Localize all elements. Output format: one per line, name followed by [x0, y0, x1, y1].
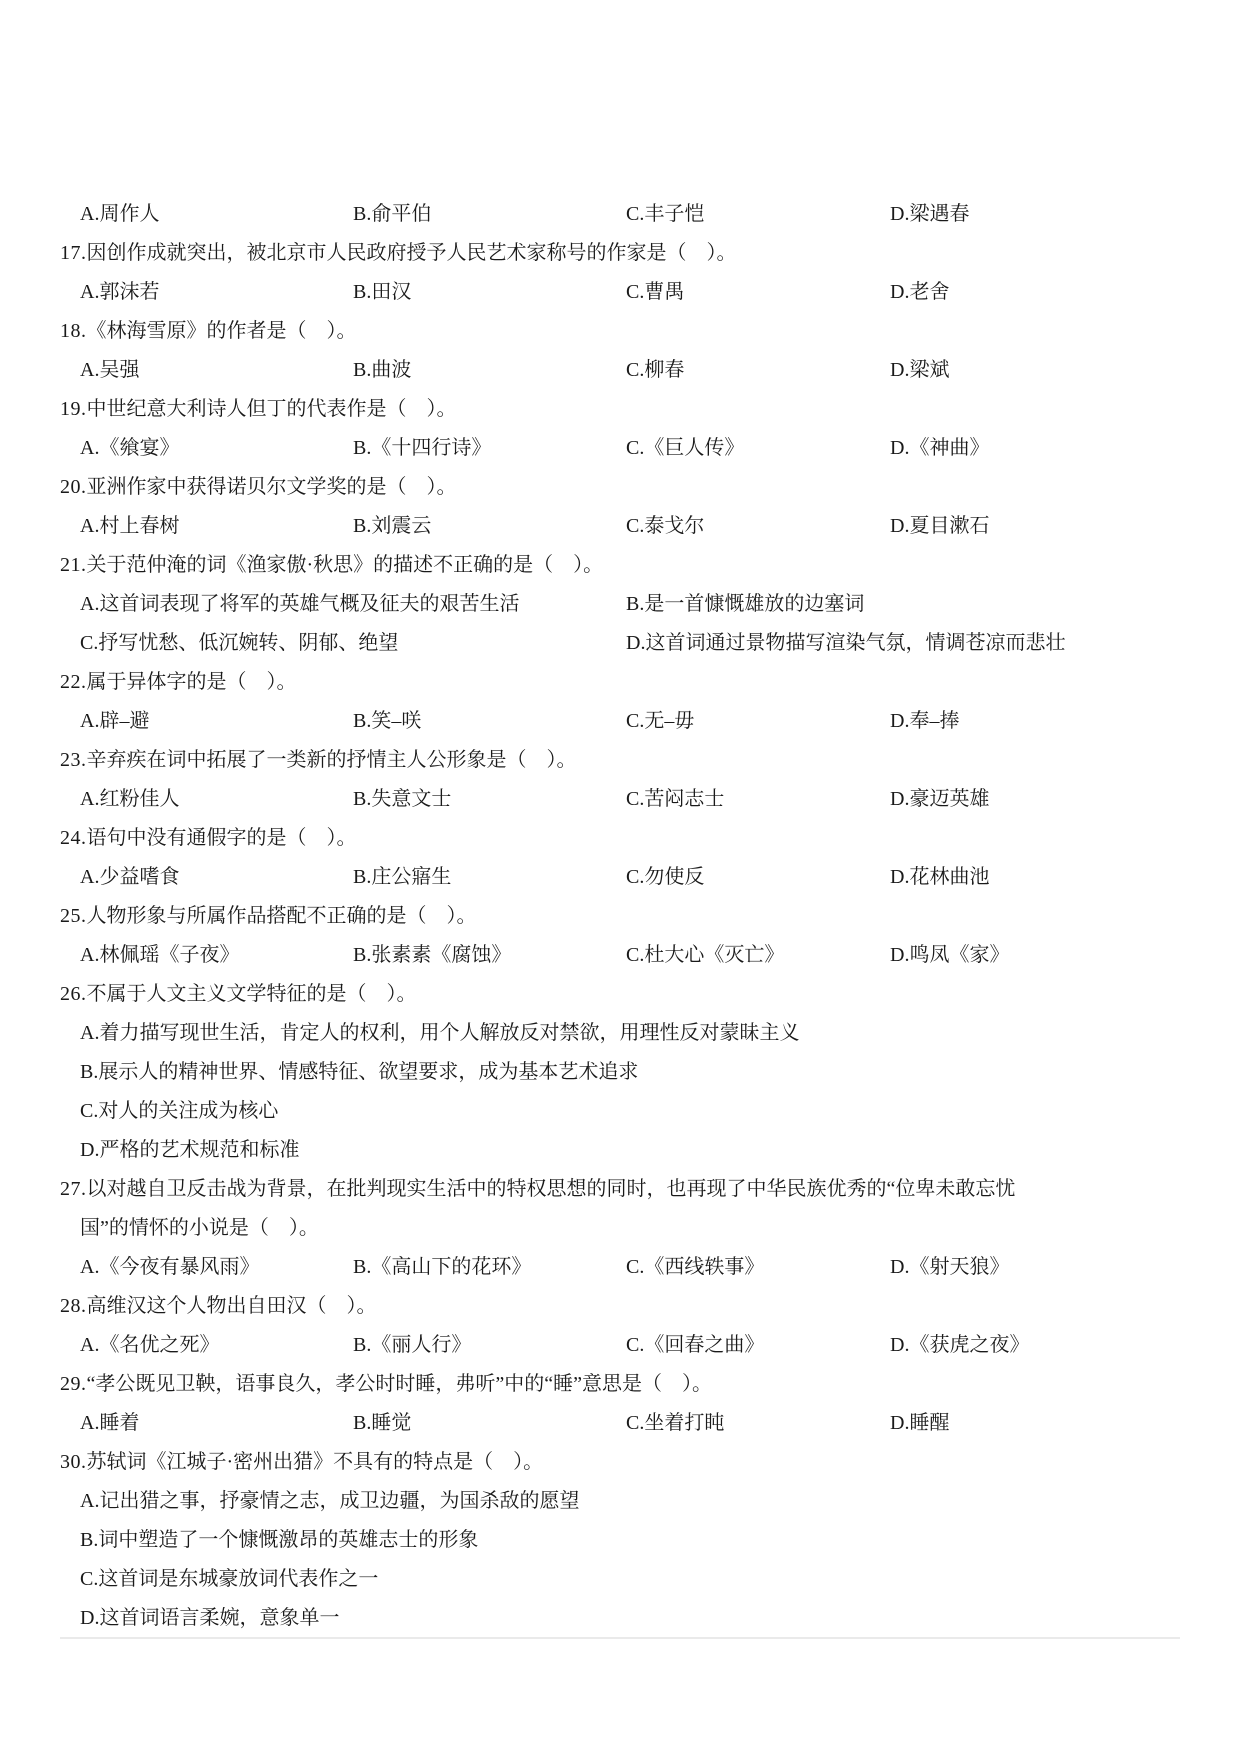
question-stem-continued: 国”的情怀的小说是（ ）。 — [80, 1217, 319, 1239]
question-options — [0, 787, 1240, 826]
question-options — [0, 358, 1240, 397]
option-a: A.郭沫若 — [80, 281, 160, 303]
question-options — [0, 709, 1240, 748]
option-b: B.笑–咲 — [353, 710, 422, 732]
question-options — [0, 1255, 1240, 1294]
option-a: A.吴强 — [80, 359, 140, 381]
question-stem — [0, 553, 1240, 592]
question-stem — [0, 982, 1240, 1021]
question-number: 18. — [60, 320, 87, 342]
option-c: C.丰子恺 — [626, 203, 705, 225]
question-number: 30. — [60, 1451, 87, 1473]
option-b: B.俞平伯 — [353, 203, 432, 225]
question-options — [0, 631, 1240, 670]
question-number: 21. — [60, 554, 87, 576]
question-stem-text: 中世纪意大利诗人但丁的代表作是（ ）。 — [86, 398, 457, 420]
question-17 — [0, 241, 1240, 319]
option-b: B.曲波 — [353, 359, 412, 381]
option-c: C.泰戈尔 — [626, 515, 705, 537]
question-24 — [0, 826, 1240, 904]
question-options — [0, 592, 1240, 631]
question-28 — [0, 1294, 1240, 1372]
option-a: A.《今夜有暴风雨》 — [80, 1256, 260, 1278]
question-26 — [0, 982, 1240, 1177]
question-number: 25. — [60, 905, 87, 927]
question-18 — [0, 319, 1240, 397]
option-b: B.《高山下的花环》 — [353, 1256, 532, 1278]
question-23 — [0, 748, 1240, 826]
option-d: D.《射天狼》 — [890, 1256, 1010, 1278]
option-a: A.《飨宴》 — [80, 437, 180, 459]
question-number: 24. — [60, 827, 87, 849]
question-21 — [0, 553, 1240, 670]
option-c: C.《西线轶事》 — [626, 1256, 765, 1278]
question-stem — [0, 241, 1240, 280]
question-stem-text: 《林海雪原》的作者是（ ）。 — [86, 320, 357, 342]
question-options — [0, 202, 1240, 241]
option-d: D.奉–捧 — [890, 710, 960, 732]
option-b: B.刘震云 — [353, 515, 432, 537]
question-stem-text: 语句中没有通假字的是（ ）。 — [86, 827, 357, 849]
question-29 — [0, 1372, 1240, 1450]
option-b: B.庄公寤生 — [353, 866, 452, 888]
question-number: 17. — [60, 242, 87, 264]
question-options — [0, 436, 1240, 475]
question-stem — [0, 1372, 1240, 1411]
option-c: C.这首词是东城豪放词代表作之一 — [80, 1568, 379, 1590]
question-stem — [0, 397, 1240, 436]
question-27 — [0, 1177, 1240, 1294]
option-b: B.失意文士 — [353, 788, 452, 810]
option-b: B.《丽人行》 — [353, 1334, 472, 1356]
question-stem-text: 因创作成就突出，被北京市人民政府授予人民艺术家称号的作家是（ ）。 — [86, 242, 737, 264]
question-number: 28. — [60, 1295, 87, 1317]
question-stem — [0, 475, 1240, 514]
option-a: A.这首词表现了将军的英雄气概及征夫的艰苦生活 — [80, 593, 520, 615]
option-a: A.记出猎之事，抒豪情之志，成卫边疆，为国杀敌的愿望 — [80, 1490, 580, 1512]
question-stem — [0, 826, 1240, 865]
question-stem-text: “孝公既见卫鞅，语事良久，孝公时时睡，弗听”中的“睡”意思是（ ）。 — [86, 1373, 713, 1395]
option-d: D.这首词语言柔婉，意象单一 — [80, 1607, 340, 1629]
option-c: C.苦闷志士 — [626, 788, 725, 810]
question-stem — [0, 1294, 1240, 1333]
question-stem — [0, 904, 1240, 943]
option-d: D.鸣凤《家》 — [890, 944, 1010, 966]
option-d: D.梁遇春 — [890, 203, 970, 225]
question-19 — [0, 397, 1240, 475]
option-c: C.无–毋 — [626, 710, 695, 732]
option-d: D.花林曲池 — [890, 866, 990, 888]
option-a: A.《名优之死》 — [80, 1334, 220, 1356]
question-options — [0, 1411, 1240, 1450]
option-a: A.着力描写现世生活，肯定人的权利，用个人解放反对禁欲，用理性反对蒙昧主义 — [80, 1022, 800, 1044]
question-stem — [0, 319, 1240, 358]
question-stem-text: 以对越自卫反击战为背景，在批判现实生活中的特权思想的同时，也再现了中华民族优秀的“位卑未敢忘忧 — [86, 1178, 1016, 1200]
question-stem — [0, 748, 1240, 787]
option-d: D.老舍 — [890, 281, 950, 303]
option-d: D.严格的艺术规范和标准 — [80, 1139, 300, 1161]
option-c: C.柳春 — [626, 359, 685, 381]
question-stem-text: 属于异体字的是（ ）。 — [86, 671, 297, 693]
option-c: C.抒写忧愁、低沉婉转、阴郁、绝望 — [80, 632, 399, 654]
question-number: 22. — [60, 671, 87, 693]
option-a: A.村上春树 — [80, 515, 180, 537]
option-a: A.辟–避 — [80, 710, 150, 732]
option-b: B.田汉 — [353, 281, 412, 303]
question-stem-text: 辛弃疾在词中拓展了一类新的抒情主人公形象是（ ）。 — [86, 749, 577, 771]
question-stem — [0, 1177, 1240, 1216]
option-c: C.对人的关注成为核心 — [80, 1100, 279, 1122]
option-a: A.周作人 — [80, 203, 160, 225]
question-stem-text: 亚洲作家中获得诺贝尔文学奖的是（ ）。 — [86, 476, 457, 498]
option-a: A.红粉佳人 — [80, 788, 180, 810]
option-c: C.曹禺 — [626, 281, 685, 303]
option-d: D.《获虎之夜》 — [890, 1334, 1030, 1356]
question-number: 29. — [60, 1373, 87, 1395]
question-options — [0, 514, 1240, 553]
option-b: B.词中塑造了一个慷慨激昂的英雄志士的形象 — [80, 1529, 479, 1551]
option-a: A.睡着 — [80, 1412, 140, 1434]
option-b: B.张素素《腐蚀》 — [353, 944, 512, 966]
question-stem-text: 不属于人文主义文学特征的是（ ）。 — [86, 983, 417, 1005]
option-d: D.豪迈英雄 — [890, 788, 990, 810]
question-stem-text: 高维汉这个人物出自田汉（ ）。 — [86, 1295, 377, 1317]
question-25 — [0, 904, 1240, 982]
question-stem — [0, 1450, 1240, 1489]
question-22 — [0, 670, 1240, 748]
question-number: 26. — [60, 983, 87, 1005]
question-number: 23. — [60, 749, 87, 771]
option-d: D.这首词通过景物描写渲染气氛，情调苍凉而悲壮 — [626, 632, 1066, 654]
page-bottom-divider — [60, 1637, 1180, 1639]
question-stem-text: 苏轼词《江城子·密州出猎》不具有的特点是（ ）。 — [86, 1451, 544, 1473]
option-d: D.梁斌 — [890, 359, 950, 381]
option-c: C.杜大心《灭亡》 — [626, 944, 785, 966]
option-b: B.是一首慷慨雄放的边塞词 — [626, 593, 865, 615]
question-options — [0, 865, 1240, 904]
option-c: C.《巨人传》 — [626, 437, 745, 459]
question-20 — [0, 475, 1240, 553]
question-number: 27. — [60, 1178, 87, 1200]
question-options — [0, 1333, 1240, 1372]
option-a: A.林佩瑶《子夜》 — [80, 944, 240, 966]
option-c: C.《回春之曲》 — [626, 1334, 765, 1356]
question-options — [0, 280, 1240, 319]
question-16 — [0, 202, 1240, 241]
question-stem-text: 人物形象与所属作品搭配不正确的是（ ）。 — [86, 905, 477, 927]
option-c: C.坐着打盹 — [626, 1412, 725, 1434]
question-30 — [0, 1450, 1240, 1645]
question-options — [0, 943, 1240, 982]
option-c: C.勿使反 — [626, 866, 705, 888]
option-a: A.少益嗜食 — [80, 866, 180, 888]
question-stem-text: 关于范仲淹的词《渔家傲·秋思》的描述不正确的是（ ）。 — [86, 554, 604, 576]
option-b: B.《十四行诗》 — [353, 437, 492, 459]
option-b: B.展示人的精神世界、情感特征、欲望要求，成为基本艺术追求 — [80, 1061, 639, 1083]
option-d: D.夏目漱石 — [890, 515, 990, 537]
question-stem — [0, 670, 1240, 709]
question-number: 20. — [60, 476, 87, 498]
option-b: B.睡觉 — [353, 1412, 412, 1434]
option-d: D.睡醒 — [890, 1412, 950, 1434]
question-number: 19. — [60, 398, 87, 420]
option-d: D.《神曲》 — [890, 437, 990, 459]
